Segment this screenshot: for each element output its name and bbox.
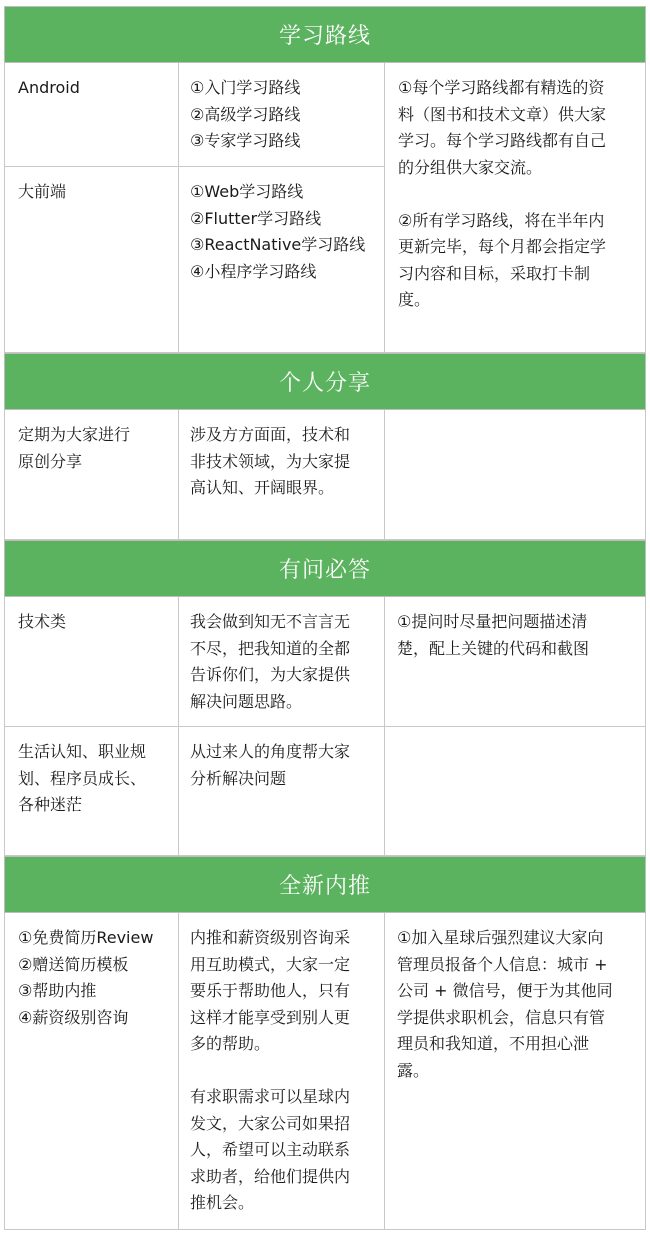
label-text: Android bbox=[18, 78, 80, 97]
row-label bbox=[4, 63, 178, 167]
label-text: ②赠送简历模板 bbox=[18, 954, 129, 974]
note-line: ②所有学习路线，将在半年内 bbox=[398, 210, 605, 230]
table-row-original-sharing bbox=[4, 410, 646, 540]
label-text: 大前端 bbox=[18, 182, 67, 201]
content-line: 人，希望可以主动联系 bbox=[190, 1140, 351, 1159]
content-line: 多的帮助。 bbox=[190, 1034, 271, 1053]
row-note bbox=[384, 597, 646, 727]
content-line: 我会做到知无不言言无 bbox=[190, 612, 351, 631]
content-line: ②高级学习路线 bbox=[190, 104, 301, 124]
row-note bbox=[384, 727, 646, 856]
note-line: 理员和我知道，不用担心泄 bbox=[397, 1034, 590, 1053]
content-line: 非技术领域，为大家提 bbox=[190, 451, 351, 471]
section-title: 个人分享 bbox=[278, 371, 371, 396]
table-row-technical bbox=[4, 597, 646, 727]
label-text: 定期为大家进行 bbox=[18, 425, 131, 444]
section-header-personal-sharing bbox=[4, 353, 646, 410]
content-line: ①入门学习路线 bbox=[190, 78, 301, 97]
section-title: 全新内推 bbox=[278, 874, 371, 899]
label-text: ①免费简历Review bbox=[18, 928, 154, 947]
note-line: 的分组供大家交流。 bbox=[398, 157, 543, 177]
content-line: 不尽，把我知道的全都 bbox=[190, 638, 351, 658]
row-label bbox=[4, 727, 178, 856]
note-line: 更新完毕，每个月都会指定学 bbox=[398, 237, 607, 256]
note-line: 楚，配上关键的代码和截图 bbox=[397, 638, 590, 658]
row-content bbox=[178, 913, 384, 1230]
row-content bbox=[178, 597, 384, 727]
note-line: 习内容和目标，采取打卡制 bbox=[398, 263, 591, 283]
note-line: 度。 bbox=[398, 290, 431, 309]
content-line: 告诉你们，为大家提供 bbox=[190, 665, 351, 684]
row-content bbox=[178, 727, 384, 856]
note-line: 公司 + 微信号，便于为其他同 bbox=[397, 981, 613, 1000]
row-label bbox=[4, 410, 178, 540]
content-line: 涉及方方面面，技术和 bbox=[190, 425, 351, 444]
section-header-qa bbox=[4, 540, 646, 597]
note-line: ①加入星球后强烈建议大家向 bbox=[397, 928, 604, 947]
note-line: ①每个学习路线都有精选的资 bbox=[398, 78, 605, 97]
row-note bbox=[384, 63, 646, 353]
row-content bbox=[178, 167, 384, 353]
label-text: 原创分享 bbox=[18, 451, 83, 471]
row-note bbox=[384, 410, 646, 540]
row-label bbox=[4, 167, 178, 353]
section-title: 有问必答 bbox=[278, 558, 371, 583]
note-line: 学习。每个学习路线都有自己 bbox=[398, 131, 607, 150]
content-line: 分析解决问题 bbox=[190, 768, 287, 788]
table-row-life-career bbox=[4, 727, 646, 856]
label-text: ④薪资级别咨询 bbox=[18, 1007, 129, 1027]
label-text: 生活认知、职业规 bbox=[18, 742, 147, 761]
row-label bbox=[4, 597, 178, 727]
content-line: 从过来人的角度帮大家 bbox=[190, 742, 351, 761]
section-title: 学习路线 bbox=[278, 24, 371, 49]
content-line: 求助者，给他们提供内 bbox=[190, 1166, 351, 1186]
content-line: ①Web学习路线 bbox=[190, 182, 304, 201]
content-line: 解决问题思路。 bbox=[190, 691, 303, 711]
content-line: 用互助模式，大家一定 bbox=[190, 954, 351, 974]
label-text: 各种迷茫 bbox=[18, 795, 83, 814]
row-label bbox=[4, 913, 178, 1230]
section-header-referral bbox=[4, 856, 646, 913]
table-row-referral bbox=[4, 913, 646, 1230]
content-line: 要乐于帮助他人，只有 bbox=[190, 981, 351, 1000]
content-line: 高认知、开阔眼界。 bbox=[190, 478, 335, 497]
section-header-learning-path bbox=[4, 6, 646, 63]
note-line: 学提供求职机会，信息只有管 bbox=[397, 1007, 606, 1027]
content-line: 有求职需求可以星球内 bbox=[190, 1087, 351, 1106]
content-line: ③ReactNative学习路线 bbox=[190, 235, 366, 254]
note-line: 料（图书和技术文章）供大家 bbox=[398, 104, 607, 124]
label-text: ③帮助内推 bbox=[18, 981, 97, 1000]
label-text: 技术类 bbox=[18, 612, 67, 631]
content-line: ④小程序学习路线 bbox=[190, 261, 317, 281]
row-content bbox=[178, 63, 384, 167]
content-line: 这样才能享受到别人更 bbox=[190, 1007, 351, 1027]
learning-path-notes bbox=[384, 63, 646, 353]
note-line: 管理员报备个人信息：城市 + bbox=[397, 954, 608, 974]
label-text: 划、程序员成长、 bbox=[18, 768, 147, 788]
content-line: 内推和薪资级别咨询采 bbox=[190, 928, 351, 947]
content-line: 发文，大家公司如果招 bbox=[190, 1113, 351, 1133]
content-line: ②Flutter学习路线 bbox=[190, 208, 322, 228]
content-line: 推机会。 bbox=[190, 1193, 255, 1212]
note-line: ①提问时尽量把问题描述清 bbox=[397, 612, 588, 631]
note-line: 露。 bbox=[397, 1060, 430, 1080]
content-line: ③专家学习路线 bbox=[190, 131, 301, 150]
row-note bbox=[384, 913, 646, 1230]
row-content bbox=[178, 410, 384, 540]
